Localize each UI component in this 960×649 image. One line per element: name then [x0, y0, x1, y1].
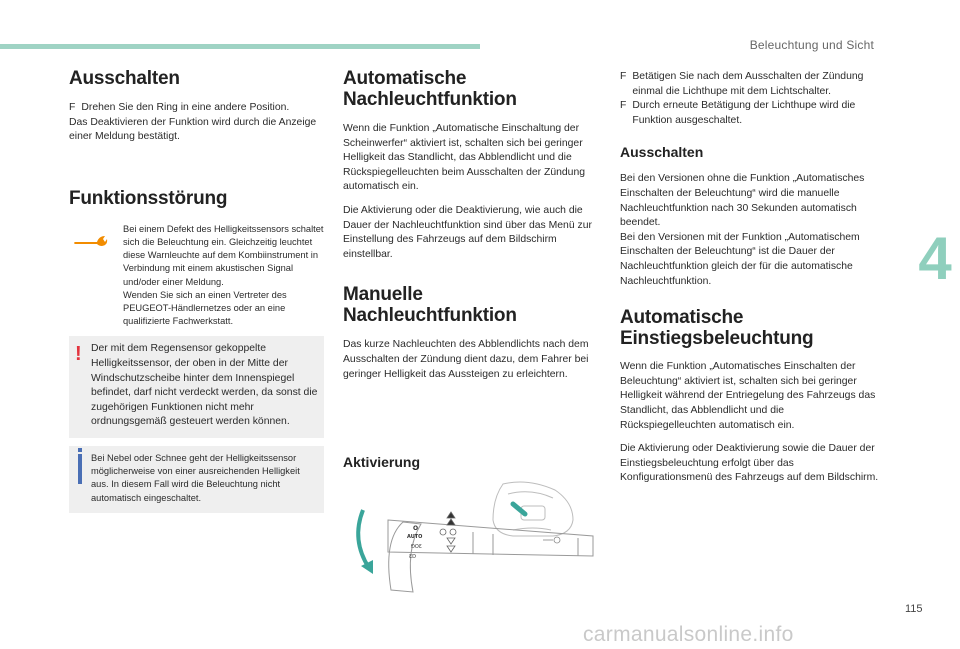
bullet-text: Drehen Sie den Ring in eine andere Position. [81, 102, 290, 113]
paragraph: Bei einem Defekt des Helligkeitssensors schaltet sich die Beleuchtung ein. Gleichzeitig leuchtet diese Warnleuchte auf dem Kombiinstrument in Verbindung mit einem akustischen Signal und/oder einer Meldung. [123, 223, 324, 287]
bullet-marker: F [620, 71, 627, 82]
heading-line: Automatische [343, 68, 467, 89]
heading-line: Nachleuchtfunktion [343, 89, 517, 110]
bullet-marker: F [69, 102, 76, 113]
warning-icon: ! [75, 343, 82, 366]
heading-line: Einstiegsbeleuchtung [620, 328, 814, 350]
paragraph: Das kurze Nachleuchten des Abblendlichts nach dem Ausschalten der Zündung dient dazu, dem Fahrer bei geringer Helligkeit das Aussteigen zu erleichtern. [343, 339, 589, 380]
stalk-label-position: ƉOƐ [411, 544, 422, 551]
bullet-marker: F [620, 100, 627, 112]
heading-automatische-einstiegsbeleuchtung [620, 307, 882, 349]
heading-aktivierung: Aktivierung [343, 454, 421, 471]
info-text: Bei Nebel oder Schnee geht der Helligkeitssensor möglicherweise von einer ausreichenden Helligkeit aus. In diesem Fall wird die Beleuchtung nicht automatisch eingeschaltet. [91, 452, 300, 503]
light-stalk-diagram [343, 480, 598, 605]
beam-icons [440, 512, 456, 552]
bullet-item [69, 101, 324, 116]
heading-automatische-nachleuchtfunktion [343, 68, 598, 110]
stalk-label-auto: AUTO [407, 534, 423, 541]
info-box [69, 446, 324, 513]
stalk-label-lowbeam: ƐD [409, 554, 416, 561]
warning-lamp-row [69, 223, 324, 329]
paragraph: Wenden Sie sich an einen Vertreter des PEUGEOT-Händlernetzes oder an eine qualifizierte Fachwerkstatt. [123, 289, 287, 327]
paragraph: Das Deaktivieren der Funktion wird durch die Anzeige einer Meldung bestätigt. [69, 116, 317, 143]
stalk-illustration [343, 480, 598, 605]
heading-line: Automatische [620, 307, 744, 329]
column-left [69, 60, 324, 513]
warning-text: Der mit dem Regensensor gekoppelte Helligkeitssensor, der oben in der Mitte der Windschutzscheibe hinter dem Innenspiegel befindet, darf nicht verdeckt werden, da sonst die zugehörigen Funktionen nicht mehr ordnungsgemäß gesteuert werden können. [91, 343, 318, 428]
bullet-text: Durch erneute Betätigung der Lichthupe wird die Funktion ausgeschaltet. [632, 100, 856, 126]
paragraph: Bei den Versionen mit der Funktion „Automatischem Einschalten der Beleuchtung“ ist die Dauer der Nachleuchtfunktion gleich der für die automatische Nachleuchtfunktion. [620, 231, 860, 287]
flash-icon [543, 537, 560, 543]
watermark: carmanualsonline.info [583, 623, 794, 646]
warning-box [69, 336, 324, 438]
bullet-item [620, 70, 882, 99]
paragraph: Die Aktivierung oder Deaktivierung sowie die Dauer der Einstiegsbeleuchtung erfolgt über das Konfigurationsmenü des Fahrzeugs auf dem Bildschirm. [620, 443, 879, 484]
paragraph: Wenn die Funktion „Automatisches Einschalten der Beleuchtung“ aktiviert ist, schalten sich bei geringer Helligkeit während der Entriegelung des Fahrzeugs das Standlicht, das Abblendlicht und die Rückspiegelleuchten automatisch ein. [620, 361, 876, 431]
paragraph: Die Aktivierung oder die Deaktivierung, wie auch die Dauer der Nachleuchtfunktion sind über das Menü zur Einstellung des Fahrzeugs auf dem Bildschirm einstellbar. [343, 204, 592, 260]
info-icon [78, 454, 82, 484]
rotation-arrow [358, 510, 369, 568]
wrench-icon [69, 223, 113, 267]
paragraph: Wenn die Funktion „Automatische Einschaltung der Scheinwerfer“ aktiviert ist, schalten sich bei geringer Helligkeit das Standlicht, das Abblendlicht und die Rückspiegelleuchten beim Ausschalten der Zündung automatisch ein. [343, 123, 586, 193]
column-middle [343, 60, 598, 605]
heading-ausschalten: Ausschalten [69, 68, 180, 89]
column-right [620, 60, 882, 486]
stalk-label-off: O [413, 525, 419, 533]
chapter-tab [910, 226, 960, 292]
bullet-item [620, 99, 882, 128]
bullet-text: Betätigen Sie nach dem Ausschalten der Zündung einmal die Lichthupe mit dem Lichtschalter. [632, 71, 864, 97]
heading-manuelle-nachleuchtfunktion: Manuelle Nachleuchtfunktion [343, 284, 517, 327]
heading-ausschalten-2: Ausschalten [620, 144, 704, 161]
chapter-number: 4 [918, 225, 952, 292]
heading-funktionsstoerung: Funktionsstörung [69, 187, 228, 209]
section-title: Beleuchtung und Sicht [749, 38, 874, 52]
header-accent-bar [0, 44, 480, 49]
paragraph: Bei den Versionen ohne die Funktion „Automatisches Einschalten der Beleuchtung“ wird die manuelle Nachleuchtfunktion nach 30 Sekunden automatisch beendet. [620, 173, 865, 229]
page-number: 115 [905, 603, 923, 615]
